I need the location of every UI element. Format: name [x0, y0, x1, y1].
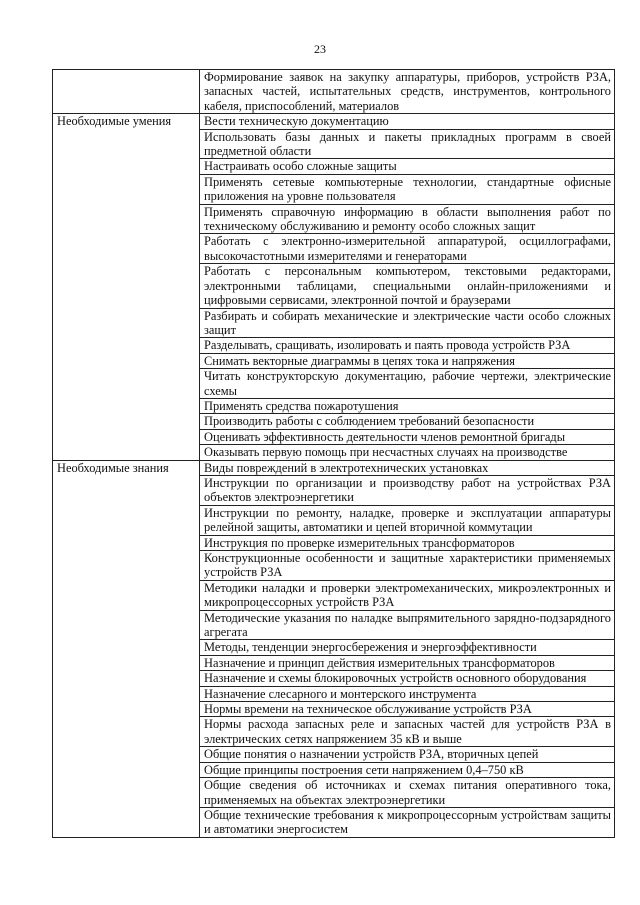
requirement-item: Общие понятия о назначении устройств РЗА, вторичных цепей	[200, 747, 615, 762]
requirement-item: Нормы времени на техническое обслуживание устройств РЗА	[200, 702, 615, 717]
requirement-item: Назначение и принцип действия измерительных трансформаторов	[200, 655, 615, 670]
requirement-item: Общие сведения об источниках и схемах питания оперативного тока, применяемых на объектах электроэнергетики	[200, 778, 615, 808]
requirement-item: Инструкция по проверке измерительных трансформаторов	[200, 535, 615, 550]
requirement-item: Разделывать, сращивать, изолировать и паять провода устройств РЗА	[200, 338, 615, 353]
requirement-item: Применять справочную информацию в области выполнения работ по техническому обслуживанию и ремонту особо сложных защит	[200, 204, 615, 234]
requirement-item: Читать конструкторскую документацию, рабочие чертежи, электрические схемы	[200, 369, 615, 399]
requirement-item: Вести техническую документацию	[200, 114, 615, 129]
requirement-item: Общие принципы построения сети напряжением 0,4–750 кВ	[200, 762, 615, 777]
requirement-item: Методические указания по наладке выпрямительного зарядно-подзарядного агрегата	[200, 610, 615, 640]
requirement-item: Формирование заявок на закупку аппаратуры, приборов, устройств РЗА, запасных частей, испытательных средств, инструментов, контрольного кабеля, приспособлений, материалов	[200, 70, 615, 114]
requirement-item: Использовать базы данных и пакеты прикладных программ в своей предметной области	[200, 129, 615, 159]
requirement-item: Конструкционные особенности и защитные характеристики применяемых устройств РЗА	[200, 551, 615, 581]
requirement-item: Оказывать первую помощь при несчастных случаях на производстве	[200, 445, 615, 460]
section-label: Необходимые знания	[53, 460, 200, 837]
requirement-item: Применять средства пожаротушения	[200, 398, 615, 413]
page-number: 23	[314, 42, 326, 56]
section-label: Необходимые умения	[53, 114, 200, 460]
requirements-table	[52, 69, 615, 838]
requirement-item: Назначение и схемы блокировочных устройств основного оборудования	[200, 671, 615, 686]
table-row	[53, 114, 615, 129]
requirement-item: Снимать векторные диаграммы в цепях тока и напряжения	[200, 353, 615, 368]
requirement-item: Инструкции по организации и производству работ на устройствах РЗА объектов электроэнергетики	[200, 475, 615, 505]
requirement-item: Разбирать и собирать механические и электрические части особо сложных защит	[200, 308, 615, 338]
requirement-item: Работать с персональным компьютером, текстовыми редакторами, электронными таблицами, специальными онлайн-приложениями и цифровыми сервисами, электронной почтой и браузерами	[200, 264, 615, 308]
requirement-item: Методики наладки и проверки электромеханических, микроэлектронных и микропроцессорных устройств РЗА	[200, 580, 615, 610]
section-label	[53, 70, 200, 114]
requirement-item: Общие технические требования к микропроцессорным устройствам защиты и автоматики энергосистем	[200, 807, 615, 837]
requirement-item: Назначение слесарного и монтерского инструмента	[200, 686, 615, 701]
requirement-item: Инструкции по ремонту, наладке, проверке и эксплуатации аппаратуры релейной защиты, автоматики и цепей вторичной коммутации	[200, 505, 615, 535]
requirement-item: Применять сетевые компьютерные технологии, стандартные офисные приложения на уровне пользователя	[200, 174, 615, 204]
table-row	[53, 460, 615, 475]
requirement-item: Нормы расхода запасных реле и запасных частей для устройств РЗА в электрических сетях напряжением 35 кВ и выше	[200, 717, 615, 747]
table-row	[53, 70, 615, 114]
requirement-item: Производить работы с соблюдением требований безопасности	[200, 414, 615, 429]
requirement-item: Настраивать особо сложные защиты	[200, 159, 615, 174]
requirements-table-body	[53, 70, 615, 838]
requirement-item: Оценивать эффективность деятельности членов ремонтной бригады	[200, 429, 615, 444]
requirement-item: Работать с электронно-измерительной аппаратурой, осциллографами, высокочастотными измерителями и генераторами	[200, 234, 615, 264]
requirement-item: Методы, тенденции энергосбережения и энергоэффективности	[200, 640, 615, 655]
requirement-item: Виды повреждений в электротехнических установках	[200, 460, 615, 475]
